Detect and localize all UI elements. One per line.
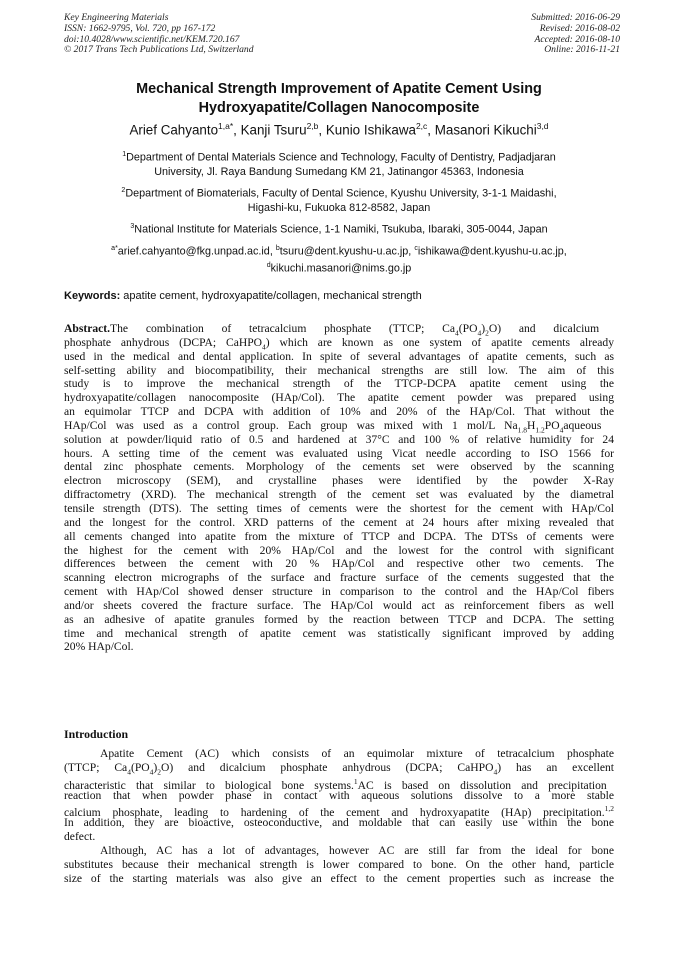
paragraph-line: characteristic that similar to biological bone systems.$^1$AC is based on dissolution and precipitation [64, 776, 607, 792]
abstract-line: electron microscopy (SEM), and crystalline phases were identified by the powder X-Ray [64, 474, 614, 488]
author-affiliation-mark: 3,d [536, 121, 549, 131]
email-mark: b [275, 245, 280, 252]
email-link[interactable]: ishikawa@dent.kyushu-u.ac.jp, [417, 245, 567, 258]
author-name: Kanji Tsuru [240, 122, 307, 138]
title-line-2: Hydroxyapatite/Collagen Nanocomposite [198, 99, 480, 116]
paragraph-line: substitutes because their mechanical strength is lower compared to bone. On the other hand, particle [64, 857, 614, 871]
abstract-line: phosphate anhydrous (DCPA; CaHPO$_4$) which are known as one system of apatite cements already [64, 335, 614, 352]
abstract-line: the highest for the cement with 20% HAp/Col and the lowest for the control with significant [64, 543, 614, 557]
paragraph-line: reaction that when powder phase in contact with aqueous solutions dissolve to a more stable [64, 788, 614, 802]
affiliation-number: 2 [121, 187, 126, 194]
affiliation-3 [60, 220, 618, 237]
date-accepted: Accepted: 2016-08-10 [534, 33, 620, 45]
abstract-line: as an adhesive of apatite granules formed by the reaction between TTCP and DCPA. The setting [64, 612, 614, 626]
affiliation-2 [60, 184, 618, 215]
abstract-line: scanning electron micrographs of the surface and fracture surface of the cements suggested that the [64, 571, 614, 585]
keywords [64, 290, 422, 302]
affiliation-text: Higashi-ku, Fukuoka 812-8582, Japan [247, 201, 431, 214]
publication-dates [531, 13, 620, 56]
abstract-line: study is to improve the mechanical strength of the TTCP-DCPA apatite cement using the [64, 377, 614, 391]
affiliation-number: 1 [122, 151, 127, 158]
abstract-line: solution at powder/liquid ratio of 0.5 and hardened at 37°C and 100 % of relative humidity for 24 [64, 432, 614, 446]
keywords-label: Keywords: [64, 290, 121, 302]
paragraph-line: calcium phosphate, leading to hardening of the cement and hydroxyapatite (HAp) precipitation.$^{1,2}$ [64, 804, 614, 820]
paragraph-line: Although, AC has a lot of advantages, however AC are still far from the ideal for bone [100, 843, 614, 857]
affiliation-text: National Institute for Materials Science, 1-1 Namiki, Tsukuba, Ibaraki, 305-0044, Japan [134, 223, 548, 236]
author-name: Masanori Kikuchi [434, 122, 537, 138]
abstract-line: hours. A setting time of the cement was evaluated using Vicat needle according to ISO 1566 for [64, 446, 614, 460]
abstract-line: hydroxyapatite/collagen nanocomposite (HAp/Col). The apatite cement powder was prepared using [64, 391, 614, 405]
abstract-line: all cements changed into apatite from the mixture of TTCP and DCPA. The DTSs of cements were [64, 529, 614, 543]
abstract-line: time and mechanical strength of apatite cement was statistically significant improved by adding [64, 626, 614, 640]
abstract-line: used in the medical and dental application. In spite of several advantages of apatite cements, such as [64, 349, 614, 363]
email-link[interactable]: arief.cahyanto@fkg.unpad.ac.id, [117, 245, 276, 258]
author-list: Arief Cahyanto$^{1,a*}$, Kanji Tsuru$^{2,b}$, Kunio Ishikawa$^{2,c}$, Masanori Kikuchi$^{3,d}$ [129, 121, 549, 138]
affiliation-1 [60, 148, 618, 179]
abstract-line: HAp/Col was used as a control group. Each group was mixed with 1 mol/L $Na_{1.8}H_{1.2}PO_4aqueous$ [64, 418, 602, 435]
paragraph-line: (TTCP; $Ca_4(PO_4)_2O$) and dicalcium phosphate anhydrous (DCPA; CaHPO$_4$) has an excellent [64, 760, 615, 777]
author-name: Kunio Ishikawa [325, 122, 416, 138]
abstract-line: tensile strength (DTS). The setting times of cements were the shortest for the cement with HAp/Col [64, 501, 614, 515]
date-revised: Revised: 2016-08-02 [539, 22, 620, 34]
abstract-line: and the longest for the control. XRD patterns of the cement at 24 hours after mixing revealed that [64, 515, 614, 529]
email-mark: c [414, 245, 418, 252]
keywords-text: apatite cement, hydroxyapatite/collagen, mechanical strength [120, 290, 422, 302]
affiliation-text: University, Jl. Raya Bandung Sumedang KM 21, Jatinangor 45363, Indonesia [154, 165, 524, 178]
affiliation-text: Department of Biomaterials, Faculty of Dental Science, Kyushu University, 3-1-1 Maidashi, [125, 187, 557, 200]
title-line-1: Mechanical Strength Improvement of Apatite Cement Using [136, 81, 542, 97]
email-mark: a* [111, 245, 118, 252]
abstract-line: 20% HAp/Col. [64, 640, 134, 654]
author-emails [60, 242, 618, 276]
author-affiliation-mark: 2,c [415, 121, 428, 131]
abstract-line: and/or sheets covered the fracture surface. The HAp/Col would act as reinforcement fibers as well [64, 598, 614, 612]
date-online: Online: 2016-11-21 [544, 44, 620, 56]
paper-title [40, 80, 638, 117]
journal-info [64, 13, 254, 56]
journal-doi[interactable]: doi:10.4028/www.scientific.net/KEM.720.167 [64, 33, 240, 45]
abstract [64, 322, 614, 654]
paragraph-line: In addition, they are bioactive, osteoconductive, and moldable that can easily use within the bone [64, 816, 614, 830]
section-heading-introduction: Introduction [64, 727, 129, 741]
affiliation-text: Department of Dental Materials Science and Technology, Faculty of Dentistry, Padjadjaran [126, 151, 556, 164]
introduction-body [64, 747, 614, 885]
abstract-line: cement with HAp/Col showed denser structure in comparison to the control and the HAp/Col fibers [64, 585, 614, 599]
email-link[interactable]: tsuru@dent.kyushu-u.ac.jp, [279, 245, 415, 258]
abstract-line: differences between the cement with 20 % HAp/Col and respective other two cements. The [64, 557, 614, 571]
abstract-line: self-setting ability and biocompatibility, their mechanical strengths are still low. The aim of this [64, 363, 614, 377]
email-link[interactable]: kikuchi.masanori@nims.go.jp [270, 262, 412, 275]
journal-issn: ISSN: 1662-9795, Vol. 720, pp 167-172 [64, 22, 216, 34]
date-submitted: Submitted: 2016-06-29 [531, 12, 620, 23]
affiliation-number: 3 [130, 223, 135, 230]
author-affiliation-mark: 1,a* [218, 121, 234, 131]
email-mark: d [266, 261, 271, 269]
abstract-line: Abstract.The combination of tetracalcium phosphate (TTCP; $Ca_4(PO_4)_2O$) and dicalcium [64, 322, 600, 338]
paragraph-line: Apatite Cement (AC) which consists of an equimolar mixture of tetracalcium phosphate [100, 747, 614, 760]
abstract-line: dental zinc phosphate cements. Morphology of the cements set were observed by the scanning [64, 460, 614, 474]
abstract-label: Abstract. [64, 322, 111, 335]
paragraph-line: size of the starting materials was also give an effect to the cement properties such as increase the [64, 871, 614, 885]
abstract-line: diffractometry (XRD). The mechanical strength of the cement set was evaluated by the diametral [64, 488, 614, 502]
abstract-line: an equimolar TTCP and DCPA with addition of 10% and 20% of the HAp/Col. That without the [64, 405, 614, 419]
journal-name: Key Engineering Materials [64, 12, 169, 23]
author-name: Arief Cahyanto [129, 122, 219, 138]
paragraph-line: defect. [64, 830, 96, 844]
author-affiliation-mark: 2,b [306, 121, 319, 131]
journal-copyright: © 2017 Trans Tech Publications Ltd, Switzerland [64, 44, 254, 56]
